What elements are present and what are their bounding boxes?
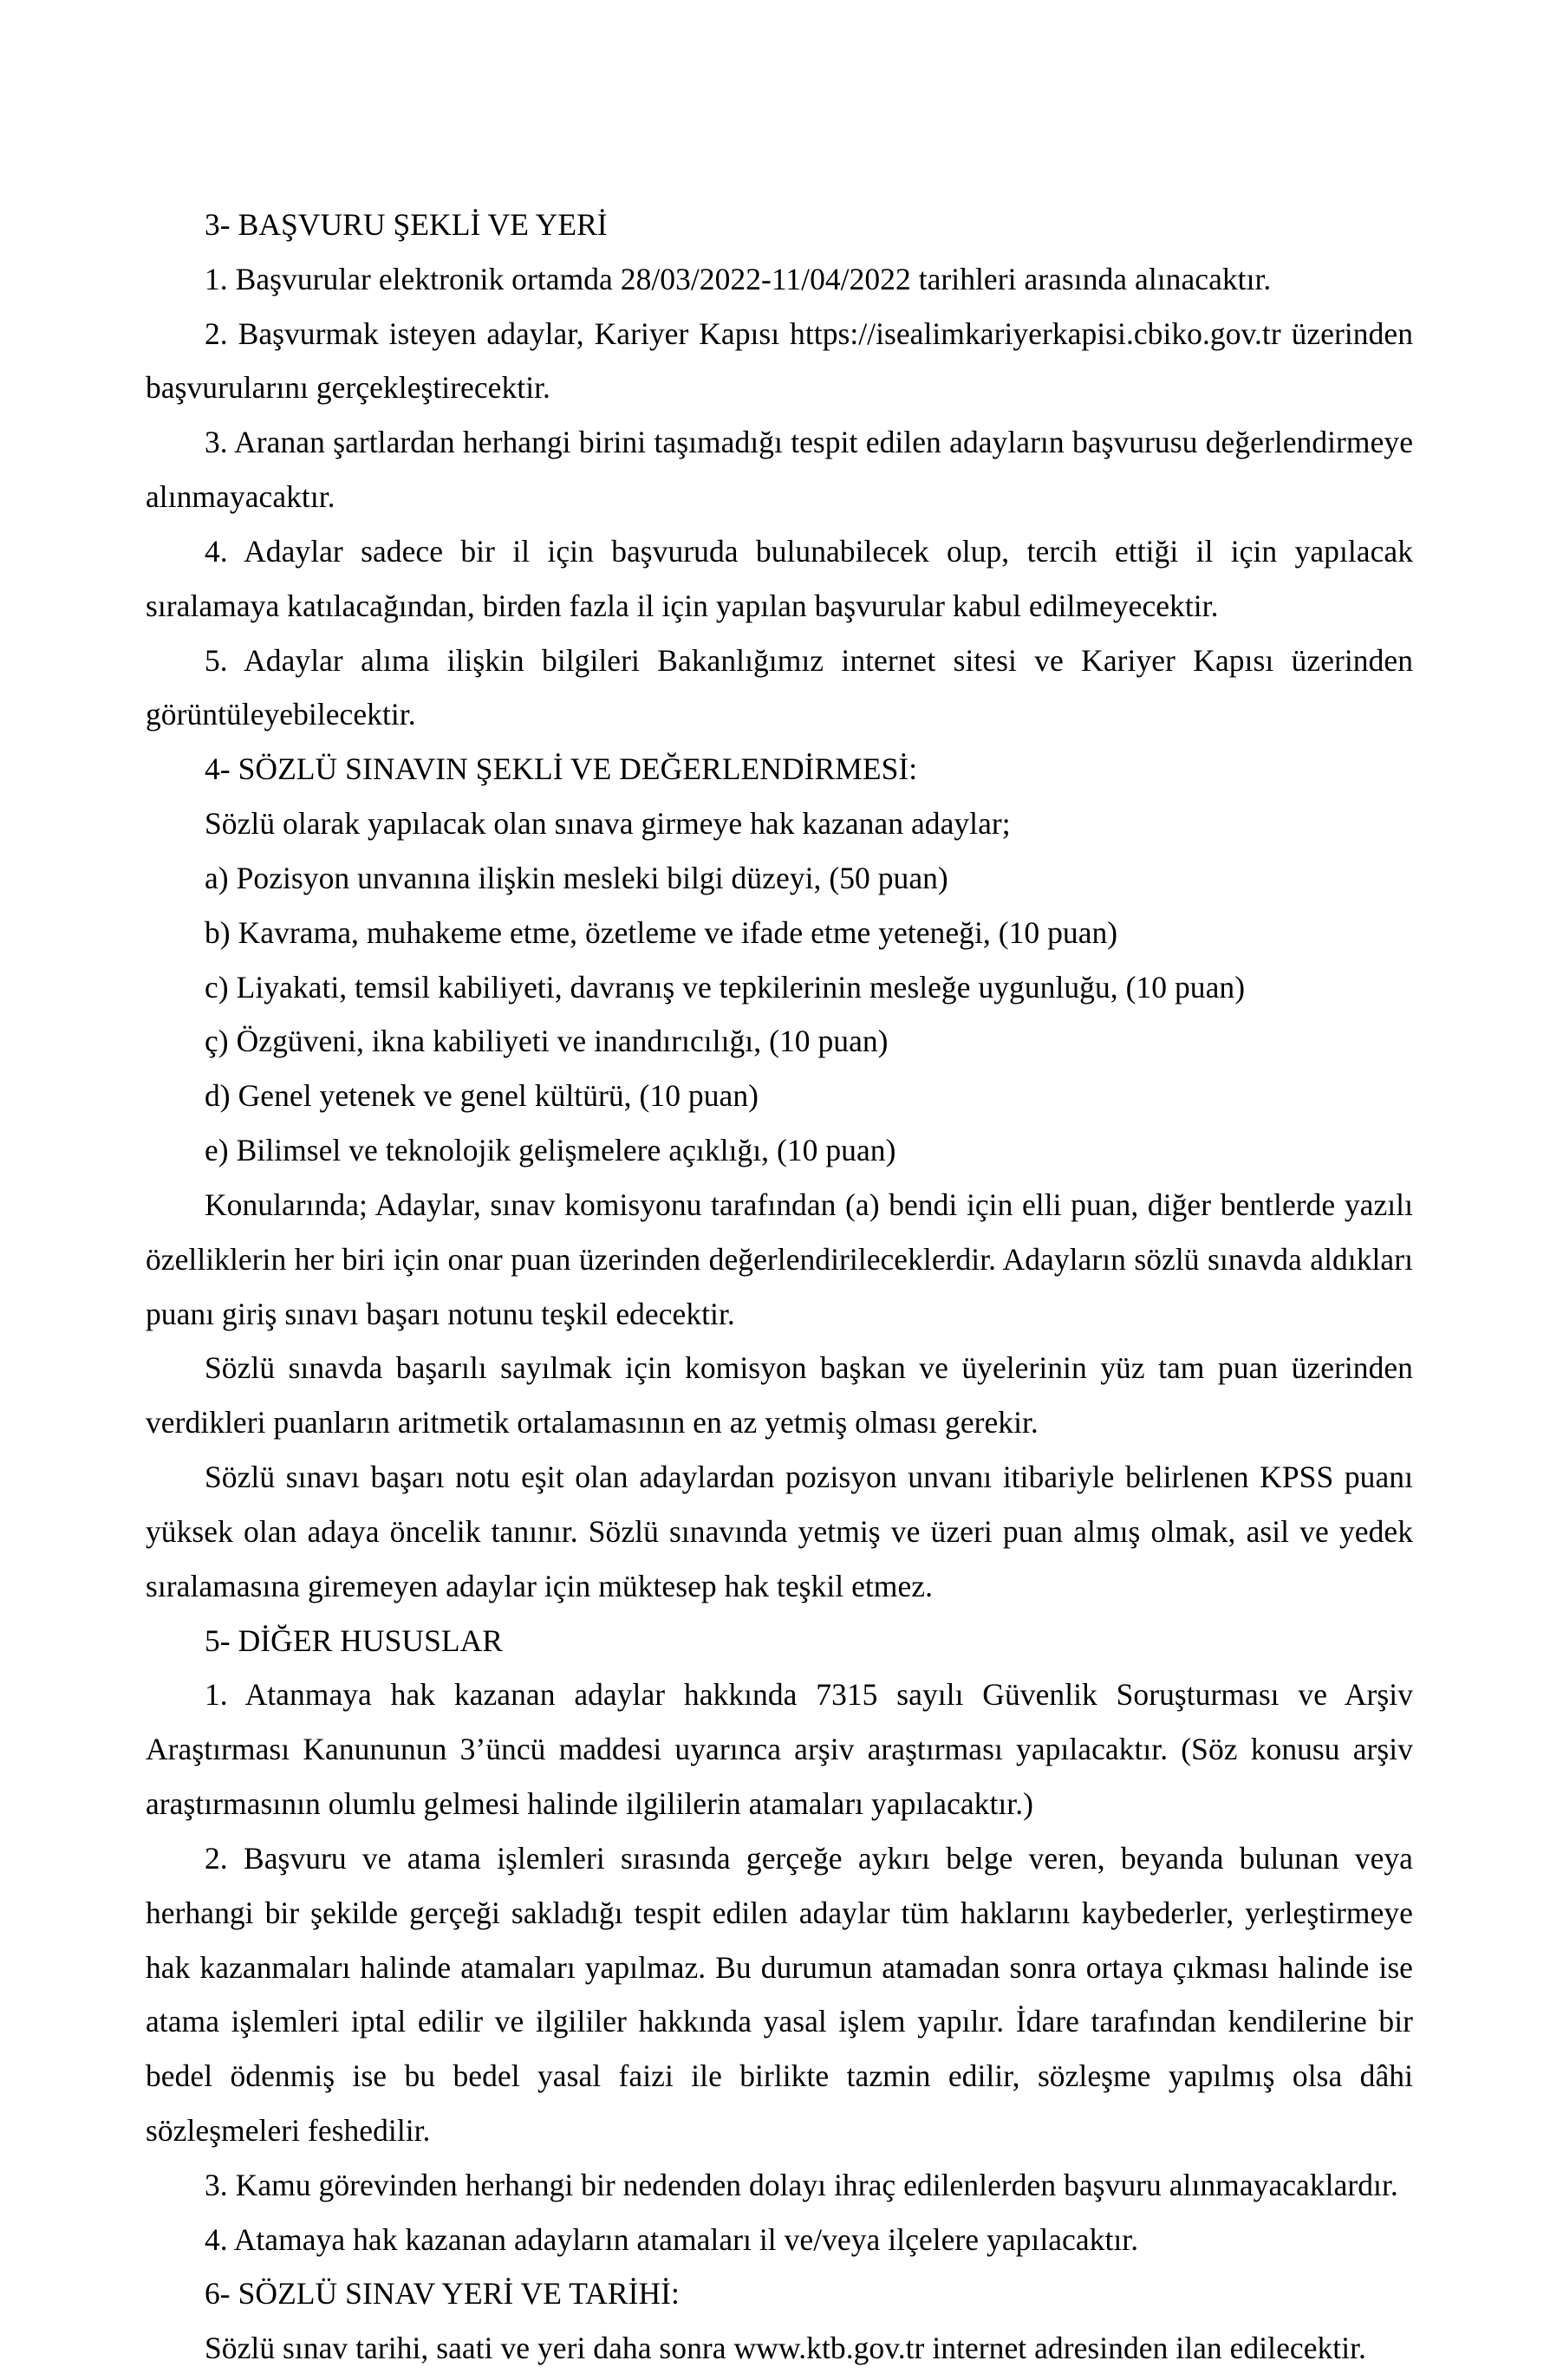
section4-paragraph-tiebreak: Sözlü sınavı başarı notu eşit olan adaylardan pozisyon unvanı itibariyle belirlenen KPSS puanı yüksek olan adaya öncelik tanınır. Sözlü sınavında yetmiş ve üzeri puan almış olmak, asil ve yedek sıralamasına giremeyen adaylar için müktesep hak teşkil etmez.: [146, 1460, 1413, 1603]
section5-item-1: 1. Atanmaya hak kazanan adaylar hakkında 7315 sayılı Güvenlik Soruşturması ve Arşiv Araştırması Kanununun 3’üncü maddesi uyarınca arşiv araştırması yapılacaktır. (Söz konusu arşiv araştırmasının olumlu gelmesi halinde ilgililerin atamaları yapılacaktır.): [146, 1677, 1413, 1822]
section4-criterion-a: a) Pozisyon unvanına ilişkin mesleki bilgi düzeyi, (50 puan): [205, 860, 948, 895]
section-heading-6: 6- SÖZLÜ SINAV YERİ VE TARİHİ:: [205, 2276, 680, 2312]
section5-item-3: 3. Kamu görevinden herhangi bir nedenden dolayı ihraç edilenlerden başvuru alınmayacaklardır.: [205, 2167, 1398, 2202]
section4-criterion-c-cedilla: ç) Özgüveni, ikna kabiliyeti ve inandırıcılığı, (10 puan): [205, 1024, 889, 1059]
section5-item-2: 2. Başvuru ve atama işlemleri sırasında gerçeğe aykırı belge veren, beyanda bulunan veya herhangi bir şekilde gerçeği sakladığı tespit edilen adaylar tüm haklarını kaybederler, yerleştirmeye hak kazanmaları halinde atamaları yapılmaz. Bu durumun atamadan sonra ortaya çıkması halinde ise atama işlemleri iptal edilir ve ilgililer hakkında yasal işlem yapılır. İdare tarafından kendilerine bir bedel ödenmiş ise bu bedel yasal faizi ile birlikte tazmin edilir, sözleşme yapılmış olsa dâhi sözleşmeleri feshedilir.: [146, 1840, 1413, 2148]
section4-lead-line: Sözlü olarak yapılacak olan sınava girmeye hak kazanan adaylar;: [205, 806, 1011, 842]
section4-criterion-d: d) Genel yetenek ve genel kültürü, (10 puan): [205, 1078, 759, 1114]
section5-item-4: 4. Atamaya hak kazanan adayların atamaları il ve/veya ilçelere yapılacaktır.: [205, 2221, 1139, 2257]
section-heading-5: 5- DİĞER HUSUSLAR: [205, 1622, 504, 1658]
section3-item-2: 2. Başvurmak isteyen adaylar, Kariyer Kapısı https://isealimkariyerkapisi.cbiko.gov.tr üzerinden başvurularını gerçekleştirecektir.: [146, 315, 1413, 406]
section6-paragraph-exam-date: Sözlü sınav tarihi, saati ve yeri daha sonra www.ktb.gov.tr internet adresinden ilan edilecektir.: [205, 2331, 1366, 2366]
section-heading-3: 3- BAŞVURU ŞEKLİ VE YERİ: [205, 207, 608, 242]
section-heading-4: 4- SÖZLÜ SINAVIN ŞEKLİ VE DEĞERLENDİRMESİ:: [205, 751, 918, 787]
section4-paragraph-passing-grade: Sözlü sınavda başarılı sayılmak için komisyon başkan ve üyelerinin yüz tam puan üzerinden verdikleri puanların aritmetik ortalamasının en az yetmiş olması gerekir.: [146, 1350, 1413, 1440]
section4-paragraph-scoring: Konularında; Adaylar, sınav komisyonu tarafından (a) bendi için elli puan, diğer bentlerde yazılı özelliklerin her biri için onar puan üzerinden değerlendirileceklerdir. Adayların sözlü sınavda aldıkları puanı giriş sınavı başarı notunu teşkil edecektir.: [146, 1187, 1413, 1331]
section3-item-4: 4. Adaylar sadece bir il için başvuruda bulunabilecek olup, tercih ettiği il için yapılacak sıralamaya katılacağından, birden fazla il için yapılan başvurular kabul edilmeyecektir.: [146, 533, 1413, 623]
section4-criterion-c: c) Liyakati, temsil kabiliyeti, davranış ve tepkilerinin mesleğe uygunluğu, (10 puan): [205, 969, 1246, 1005]
document-body: [146, 198, 1413, 2376]
section3-item-5: 5. Adaylar alıma ilişkin bilgileri Bakanlığımız internet sitesi ve Kariyer Kapısı üzerinden görüntüleyebilecektir.: [146, 642, 1413, 732]
section4-criterion-e: e) Bilimsel ve teknolojik gelişmelere açıklığı, (10 puan): [205, 1133, 896, 1168]
section3-item-1: 1. Başvurular elektronik ortamda 28/03/2022-11/04/2022 tarihleri arasında alınacaktır.: [205, 261, 1272, 296]
section4-criterion-b: b) Kavrama, muhakeme etme, özetleme ve ifade etme yeteneği, (10 puan): [205, 914, 1118, 950]
section3-item-3: 3. Aranan şartlardan herhangi birini taşımadığı tespit edilen adayların başvurusu değerlendirmeye alınmayacaktır.: [146, 425, 1413, 515]
